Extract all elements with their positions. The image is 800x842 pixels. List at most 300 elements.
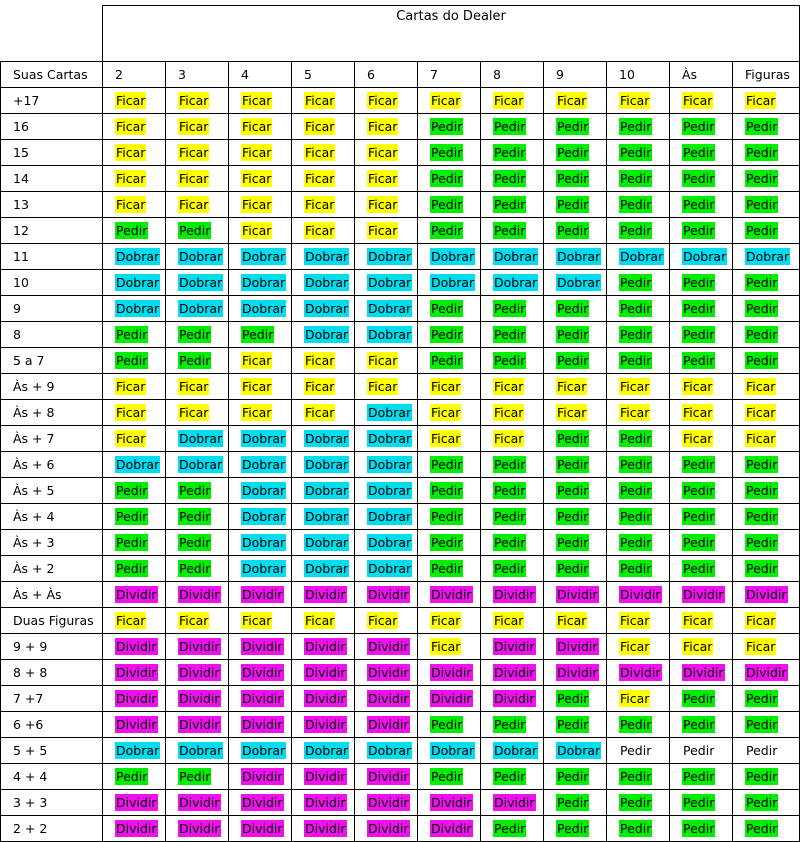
action-cell: [670, 192, 733, 218]
action-ficar: Ficar: [494, 379, 524, 394]
action-cell: [607, 296, 670, 322]
action-cell: [103, 504, 166, 530]
action-dobrar: Dobrar: [431, 275, 475, 290]
action-cell: [481, 218, 544, 244]
action-cell: [229, 322, 292, 348]
action-cell: [355, 478, 418, 504]
dealer-card-header: 6: [355, 62, 418, 88]
table-row: [1, 244, 800, 270]
action-cell: [670, 764, 733, 790]
action-dividir: Dividir: [305, 665, 346, 680]
action-cell: [607, 816, 670, 842]
action-dobrar: Dobrar: [368, 535, 412, 550]
action-cell: [292, 582, 355, 608]
action-ficar: Ficar: [746, 405, 776, 420]
action-dobrar: Dobrar: [305, 483, 349, 498]
action-ficar: Ficar: [305, 197, 335, 212]
action-pedir: Pedir: [494, 561, 526, 576]
action-pedir: Pedir: [746, 223, 778, 238]
action-cell: [229, 166, 292, 192]
action-ficar: Ficar: [368, 353, 398, 368]
action-pedir: Pedir: [494, 301, 526, 316]
action-cell: [607, 114, 670, 140]
action-cell: [166, 686, 229, 712]
action-pedir: Pedir: [620, 795, 652, 810]
action-ficar: Ficar: [179, 171, 209, 186]
action-dobrar: Dobrar: [242, 275, 286, 290]
action-cell: [229, 504, 292, 530]
action-pedir: Pedir: [494, 223, 526, 238]
action-cell: [733, 140, 800, 166]
action-cell: [481, 686, 544, 712]
action-cell: [481, 738, 544, 764]
action-cell: [355, 738, 418, 764]
action-dividir: Dividir: [116, 691, 157, 706]
action-cell: [103, 140, 166, 166]
action-cell: [229, 582, 292, 608]
hand-label: 4 + 4: [1, 764, 103, 790]
action-cell: [229, 296, 292, 322]
action-cell: [229, 660, 292, 686]
action-cell: [544, 244, 607, 270]
action-pedir: Pedir: [746, 197, 778, 212]
dealer-card-header: Às: [670, 62, 733, 88]
action-dividir: Dividir: [494, 587, 535, 602]
action-pedir: Pedir: [620, 535, 652, 550]
hand-label: 9: [1, 296, 103, 322]
action-cell: [670, 582, 733, 608]
action-pedir: Pedir: [557, 301, 589, 316]
action-dividir: Dividir: [557, 587, 598, 602]
action-pedir: Pedir: [494, 535, 526, 550]
action-cell: [418, 556, 481, 582]
action-dobrar: Dobrar: [305, 509, 349, 524]
action-cell: [103, 816, 166, 842]
action-ficar: Ficar: [242, 223, 272, 238]
action-cell: [607, 686, 670, 712]
action-cell: [670, 660, 733, 686]
action-dividir: Dividir: [305, 717, 346, 732]
action-cell: [481, 712, 544, 738]
hand-label: 9 + 9: [1, 634, 103, 660]
action-cell: [292, 426, 355, 452]
action-pedir: Pedir: [557, 769, 589, 784]
action-cell: [481, 530, 544, 556]
action-cell: [292, 712, 355, 738]
action-cell: [355, 764, 418, 790]
action-dividir: Dividir: [242, 795, 283, 810]
table-row: [1, 530, 800, 556]
action-dobrar: Dobrar: [305, 457, 349, 472]
table-row: [1, 374, 800, 400]
action-cell: [670, 530, 733, 556]
action-cell: [418, 530, 481, 556]
action-pedir: Pedir: [494, 119, 526, 134]
action-dobrar: Dobrar: [116, 249, 160, 264]
action-cell: [733, 218, 800, 244]
action-ficar: Ficar: [683, 613, 713, 628]
action-cell: [607, 478, 670, 504]
action-pedir: Pedir: [620, 223, 652, 238]
action-pedir: Pedir: [431, 509, 463, 524]
action-ficar: Ficar: [494, 93, 524, 108]
action-dobrar: Dobrar: [242, 743, 286, 758]
action-pedir: Pedir: [557, 431, 589, 446]
table-row: [1, 686, 800, 712]
table-row: [1, 790, 800, 816]
action-cell: [292, 556, 355, 582]
action-cell: [355, 140, 418, 166]
action-cell: [544, 296, 607, 322]
action-cell: [670, 166, 733, 192]
action-cell: [481, 660, 544, 686]
action-dobrar: Dobrar: [116, 275, 160, 290]
action-cell: [607, 504, 670, 530]
action-cell: [607, 244, 670, 270]
action-dividir: Dividir: [305, 691, 346, 706]
action-ficar: Ficar: [620, 405, 650, 420]
action-cell: [670, 322, 733, 348]
hand-label: 11: [1, 244, 103, 270]
action-pedir: Pedir: [431, 769, 463, 784]
action-cell: [733, 452, 800, 478]
action-cell: [670, 400, 733, 426]
action-cell: [607, 218, 670, 244]
action-pedir: Pedir: [746, 457, 778, 472]
action-cell: [544, 218, 607, 244]
action-cell: [733, 426, 800, 452]
action-cell: [166, 738, 229, 764]
action-pedir: Pedir: [620, 301, 652, 316]
action-cell: [733, 88, 800, 114]
action-dobrar: Dobrar: [242, 249, 286, 264]
action-cell: [103, 270, 166, 296]
action-cell: [670, 218, 733, 244]
action-cell: [607, 400, 670, 426]
hand-label: Às + 7: [1, 426, 103, 452]
action-dividir: Dividir: [368, 821, 409, 836]
action-ficar: Ficar: [494, 613, 524, 628]
action-cell: [103, 88, 166, 114]
action-dividir: Dividir: [179, 717, 220, 732]
action-pedir: Pedir: [494, 717, 526, 732]
action-dobrar: Dobrar: [368, 743, 412, 758]
action-ficar: Ficar: [305, 171, 335, 186]
action-dobrar: Dobrar: [179, 275, 223, 290]
action-cell: [103, 400, 166, 426]
action-pedir: Pedir: [683, 743, 715, 758]
action-cell: [292, 764, 355, 790]
action-pedir: Pedir: [179, 509, 211, 524]
action-cell: [292, 270, 355, 296]
action-cell: [103, 166, 166, 192]
action-dividir: Dividir: [494, 691, 535, 706]
action-pedir: Pedir: [557, 535, 589, 550]
table-row: [1, 88, 800, 114]
hand-label: 10: [1, 270, 103, 296]
action-cell: [229, 114, 292, 140]
action-dividir: Dividir: [242, 821, 283, 836]
action-ficar: Ficar: [620, 639, 650, 654]
action-cell: [481, 400, 544, 426]
action-cell: [355, 218, 418, 244]
dealer-card-header: Figuras: [733, 62, 800, 88]
action-ficar: Ficar: [683, 639, 713, 654]
action-dividir: Dividir: [368, 665, 409, 680]
action-cell: [670, 712, 733, 738]
action-cell: [418, 218, 481, 244]
action-cell: [733, 296, 800, 322]
action-cell: [544, 686, 607, 712]
action-pedir: Pedir: [431, 301, 463, 316]
action-cell: [292, 140, 355, 166]
action-pedir: Pedir: [557, 483, 589, 498]
action-dividir: Dividir: [242, 665, 283, 680]
action-ficar: Ficar: [620, 93, 650, 108]
action-dobrar: Dobrar: [305, 249, 349, 264]
action-cell: [481, 166, 544, 192]
action-pedir: Pedir: [242, 327, 274, 342]
action-dobrar: Dobrar: [368, 457, 412, 472]
action-pedir: Pedir: [746, 171, 778, 186]
action-pedir: Pedir: [746, 301, 778, 316]
dealer-card-header: 8: [481, 62, 544, 88]
action-pedir: Pedir: [683, 171, 715, 186]
action-cell: [481, 452, 544, 478]
action-dobrar: Dobrar: [305, 743, 349, 758]
action-pedir: Pedir: [116, 327, 148, 342]
table-row: [1, 166, 800, 192]
action-ficar: Ficar: [620, 613, 650, 628]
action-cell: [166, 348, 229, 374]
action-cell: [355, 348, 418, 374]
action-pedir: Pedir: [494, 197, 526, 212]
action-cell: [229, 686, 292, 712]
action-ficar: Ficar: [431, 431, 461, 446]
action-dobrar: Dobrar: [179, 301, 223, 316]
action-pedir: Pedir: [431, 535, 463, 550]
action-cell: [166, 530, 229, 556]
action-cell: [229, 556, 292, 582]
action-pedir: Pedir: [557, 457, 589, 472]
hand-label: Às + Às: [1, 582, 103, 608]
action-dobrar: Dobrar: [494, 249, 538, 264]
action-cell: [607, 192, 670, 218]
action-ficar: Ficar: [746, 379, 776, 394]
action-ficar: Ficar: [179, 119, 209, 134]
action-cell: [670, 738, 733, 764]
action-ficar: Ficar: [242, 197, 272, 212]
action-pedir: Pedir: [683, 561, 715, 576]
action-dobrar: Dobrar: [557, 249, 601, 264]
action-pedir: Pedir: [494, 509, 526, 524]
action-cell: [292, 452, 355, 478]
action-dividir: Dividir: [683, 665, 724, 680]
action-ficar: Ficar: [179, 93, 209, 108]
action-cell: [418, 88, 481, 114]
action-cell: [670, 686, 733, 712]
action-cell: [292, 88, 355, 114]
action-cell: [481, 478, 544, 504]
action-dividir: Dividir: [431, 821, 472, 836]
action-cell: [733, 322, 800, 348]
action-cell: [418, 114, 481, 140]
action-cell: [544, 764, 607, 790]
action-pedir: Pedir: [116, 509, 148, 524]
table-row: [1, 608, 800, 634]
action-pedir: Pedir: [116, 223, 148, 238]
action-ficar: Ficar: [620, 379, 650, 394]
action-dividir: Dividir: [494, 795, 535, 810]
action-pedir: Pedir: [683, 327, 715, 342]
table-row: [1, 660, 800, 686]
action-cell: [229, 764, 292, 790]
action-ficar: Ficar: [746, 639, 776, 654]
action-cell: [355, 608, 418, 634]
action-cell: [544, 660, 607, 686]
action-cell: [670, 114, 733, 140]
hand-label: Às + 2: [1, 556, 103, 582]
action-cell: [481, 764, 544, 790]
action-dobrar: Dobrar: [368, 275, 412, 290]
action-dividir: Dividir: [305, 795, 346, 810]
action-cell: [103, 114, 166, 140]
action-dobrar: Dobrar: [116, 301, 160, 316]
action-cell: [607, 712, 670, 738]
action-cell: [481, 634, 544, 660]
action-cell: [166, 452, 229, 478]
action-cell: [418, 166, 481, 192]
action-dobrar: Dobrar: [683, 249, 727, 264]
action-ficar: Ficar: [368, 613, 398, 628]
action-cell: [292, 218, 355, 244]
action-pedir: Pedir: [557, 691, 589, 706]
action-cell: [733, 764, 800, 790]
action-dividir: Dividir: [179, 691, 220, 706]
action-pedir: Pedir: [557, 171, 589, 186]
action-pedir: Pedir: [620, 509, 652, 524]
action-ficar: Ficar: [368, 171, 398, 186]
action-ficar: Ficar: [116, 379, 146, 394]
action-ficar: Ficar: [242, 93, 272, 108]
action-cell: [544, 114, 607, 140]
action-ficar: Ficar: [368, 145, 398, 160]
table-row: [1, 140, 800, 166]
action-ficar: Ficar: [242, 405, 272, 420]
action-cell: [418, 400, 481, 426]
action-cell: [292, 322, 355, 348]
action-pedir: Pedir: [557, 821, 589, 836]
action-pedir: Pedir: [683, 769, 715, 784]
action-cell: [229, 218, 292, 244]
action-cell: [418, 140, 481, 166]
action-dobrar: Dobrar: [368, 483, 412, 498]
action-cell: [607, 634, 670, 660]
action-cell: [418, 322, 481, 348]
action-cell: [229, 270, 292, 296]
action-ficar: Ficar: [368, 379, 398, 394]
action-cell: [166, 634, 229, 660]
action-cell: [355, 686, 418, 712]
action-cell: [292, 504, 355, 530]
action-pedir: Pedir: [746, 717, 778, 732]
table-row: [1, 348, 800, 374]
action-pedir: Pedir: [557, 119, 589, 134]
dealer-card-header: 7: [418, 62, 481, 88]
action-cell: [733, 478, 800, 504]
action-ficar: Ficar: [557, 93, 587, 108]
table-row: [1, 582, 800, 608]
action-dividir: Dividir: [368, 639, 409, 654]
hand-label: Às + 9: [1, 374, 103, 400]
action-cell: [607, 790, 670, 816]
action-cell: [355, 244, 418, 270]
action-cell: [733, 192, 800, 218]
action-dividir: Dividir: [305, 821, 346, 836]
action-pedir: Pedir: [683, 223, 715, 238]
action-cell: [166, 140, 229, 166]
action-cell: [355, 530, 418, 556]
action-dividir: Dividir: [179, 639, 220, 654]
action-pedir: Pedir: [494, 145, 526, 160]
action-cell: [355, 426, 418, 452]
table-row: [1, 296, 800, 322]
action-dobrar: Dobrar: [179, 249, 223, 264]
action-cell: [607, 530, 670, 556]
action-pedir: Pedir: [746, 691, 778, 706]
action-dobrar: Dobrar: [368, 561, 412, 576]
action-ficar: Ficar: [431, 405, 461, 420]
action-pedir: Pedir: [683, 717, 715, 732]
dealer-card-header: 2: [103, 62, 166, 88]
action-ficar: Ficar: [746, 93, 776, 108]
action-pedir: Pedir: [683, 509, 715, 524]
action-cell: [166, 322, 229, 348]
dealer-card-header: 9: [544, 62, 607, 88]
action-cell: [481, 88, 544, 114]
action-dividir: Dividir: [305, 587, 346, 602]
action-cell: [166, 660, 229, 686]
action-dobrar: Dobrar: [116, 457, 160, 472]
action-dividir: Dividir: [242, 717, 283, 732]
table-row: [1, 192, 800, 218]
action-cell: [607, 348, 670, 374]
action-cell: [229, 244, 292, 270]
action-dividir: Dividir: [746, 587, 787, 602]
action-pedir: Pedir: [494, 821, 526, 836]
action-pedir: Pedir: [116, 561, 148, 576]
action-cell: [355, 400, 418, 426]
action-cell: [607, 426, 670, 452]
action-pedir: Pedir: [179, 769, 211, 784]
action-ficar: Ficar: [116, 171, 146, 186]
action-dobrar: Dobrar: [494, 743, 538, 758]
action-dividir: Dividir: [179, 665, 220, 680]
action-dividir: Dividir: [431, 665, 472, 680]
action-cell: [292, 296, 355, 322]
action-cell: [670, 634, 733, 660]
action-cell: [166, 244, 229, 270]
action-cell: [481, 608, 544, 634]
corner-cell: [1, 6, 103, 62]
action-cell: [544, 712, 607, 738]
action-cell: [733, 686, 800, 712]
action-pedir: Pedir: [116, 535, 148, 550]
action-cell: [166, 192, 229, 218]
action-dobrar: Dobrar: [368, 249, 412, 264]
action-pedir: Pedir: [746, 769, 778, 784]
action-cell: [418, 296, 481, 322]
